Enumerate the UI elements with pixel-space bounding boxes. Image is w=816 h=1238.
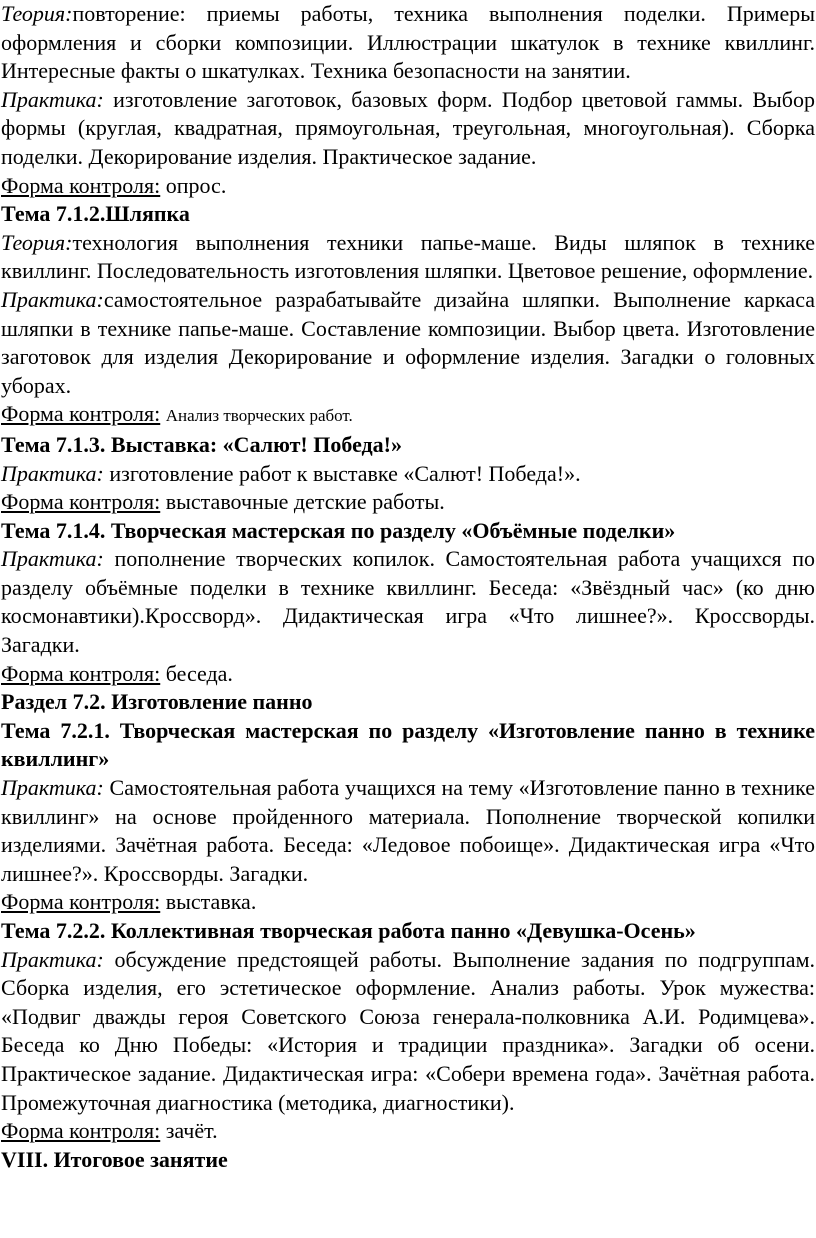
practice-text: пополнение творческих копилок. Самостоятельная работа учащихся по разделу объёмные поделки в технике квиллинг. Беседа: «Звёздный час» (ко дню космонавтики).Кроссворд». Дидактическая игра «Что лишнее?». Кроссворды. Загадки. bbox=[1, 546, 816, 658]
practice-label: Практика: bbox=[1, 946, 104, 972]
theory-paragraph bbox=[1, 229, 815, 286]
control-paragraph bbox=[1, 1117, 815, 1146]
practice-paragraph bbox=[1, 460, 815, 489]
practice-paragraph bbox=[1, 86, 815, 172]
control-label: Форма контроля: bbox=[1, 660, 161, 686]
chapter-heading: VIII. Итоговое занятие bbox=[1, 1146, 228, 1172]
practice-text: изготовление заготовок, базовых форм. Подбор цветовой гаммы. Выбор формы (круглая, квадратная, прямоугольная, треугольная, многоугольная). Сборка поделки. Декорирование изделия. Практическое задание. bbox=[1, 86, 815, 169]
control-text: выставка. bbox=[165, 889, 257, 915]
control-paragraph bbox=[1, 488, 815, 517]
topic-heading: Тема 7.1.3. Выставка: «Салют! Победа!» bbox=[1, 431, 403, 457]
practice-label: Практика: bbox=[1, 775, 104, 801]
topic-heading: Тема 7.2.1. Творческая мастерская по разделу «Изготовление панно в технике квиллинг» bbox=[1, 717, 815, 772]
theory-text: повторение: приемы работы, техника выполнения поделки. Примеры оформления и сборки композиции. Иллюстрации шкатулок в технике квиллинг. Интересные факты о шкатулках. Техника безопасности на занятии. bbox=[1, 1, 815, 84]
practice-label: Практика: bbox=[1, 86, 104, 112]
control-text: беседа. bbox=[165, 660, 233, 686]
theory-label: Теория: bbox=[1, 229, 73, 255]
practice-label: Практика: bbox=[1, 286, 104, 312]
practice-text: изготовление работ к выставке «Салют! Победа!». bbox=[109, 460, 581, 486]
theory-label: Теория: bbox=[1, 1, 73, 26]
practice-text: самостоятельное разрабатывайте дизайна шляпки. Выполнение каркаса шляпки в технике папье-маше. Составление композиции. Выбор цвета. Изготовление заготовок для изделия Декорирование и оформление изделия. Загадки о головных уборах. bbox=[1, 286, 815, 398]
theory-text: технология выполнения техники папье-маше. Виды шляпок в технике квиллинг. Последовательность изготовления шляпки. Цветовое решение, оформление. bbox=[1, 229, 815, 284]
control-paragraph bbox=[1, 400, 815, 431]
control-label: Форма контроля: bbox=[1, 401, 161, 427]
control-text: опрос. bbox=[165, 172, 227, 198]
topic-heading: Тема 7.1.4. Творческая мастерская по разделу «Объёмные поделки» bbox=[1, 517, 676, 543]
practice-paragraph bbox=[1, 946, 815, 1118]
control-paragraph bbox=[1, 888, 815, 917]
practice-paragraph bbox=[1, 286, 815, 400]
practice-label: Практика: bbox=[1, 546, 104, 572]
practice-paragraph bbox=[1, 774, 815, 888]
control-text: зачёт. bbox=[165, 1118, 218, 1144]
topic-heading: Тема 7.1.2.Шляпка bbox=[1, 201, 190, 227]
theory-paragraph bbox=[1, 0, 815, 86]
topic-heading: Тема 7.2.2. Коллективная творческая работа панно «Девушка-Осень» bbox=[1, 918, 696, 943]
control-label: Форма контроля: bbox=[1, 489, 161, 515]
control-paragraph bbox=[1, 172, 815, 201]
practice-text: Самостоятельная работа учащихся на тему «Изготовление панно в технике квиллинг» на основе пройденного материала. Пополнение творческой копилки изделиями. Зачётная работа. Беседа: «Ледовое побоище». Дидактическая игра «Что лишнее?». Кроссворды. Загадки. bbox=[1, 775, 815, 886]
control-label: Форма контроля: bbox=[1, 889, 161, 915]
control-label: Форма контроля: bbox=[1, 172, 161, 198]
practice-label: Практика: bbox=[1, 460, 104, 486]
control-text: выставочные детские работы. bbox=[165, 489, 445, 515]
control-paragraph bbox=[1, 660, 815, 689]
practice-text: обсуждение предстоящей работы. Выполнение задания по подгруппам. Сборка изделия, его эстетическое оформление. Анализ работы. Урок мужества: «Подвиг дважды героя Советского Союза генерала-полковника А.И. Родимцева». Беседа ко Дню Победы: «История и традиции праздника». Загадки об осени. Практическое задание. Дидактическая игра: «Собери времена года». Зачётная работа. Промежуточная диагностика (методика, диагностики). bbox=[1, 946, 815, 1115]
practice-paragraph bbox=[1, 545, 815, 659]
control-text: Анализ творческих работ. bbox=[165, 406, 353, 426]
section-heading: Раздел 7.2. Изготовление панно bbox=[1, 689, 313, 715]
control-label: Форма контроля: bbox=[1, 1118, 161, 1144]
